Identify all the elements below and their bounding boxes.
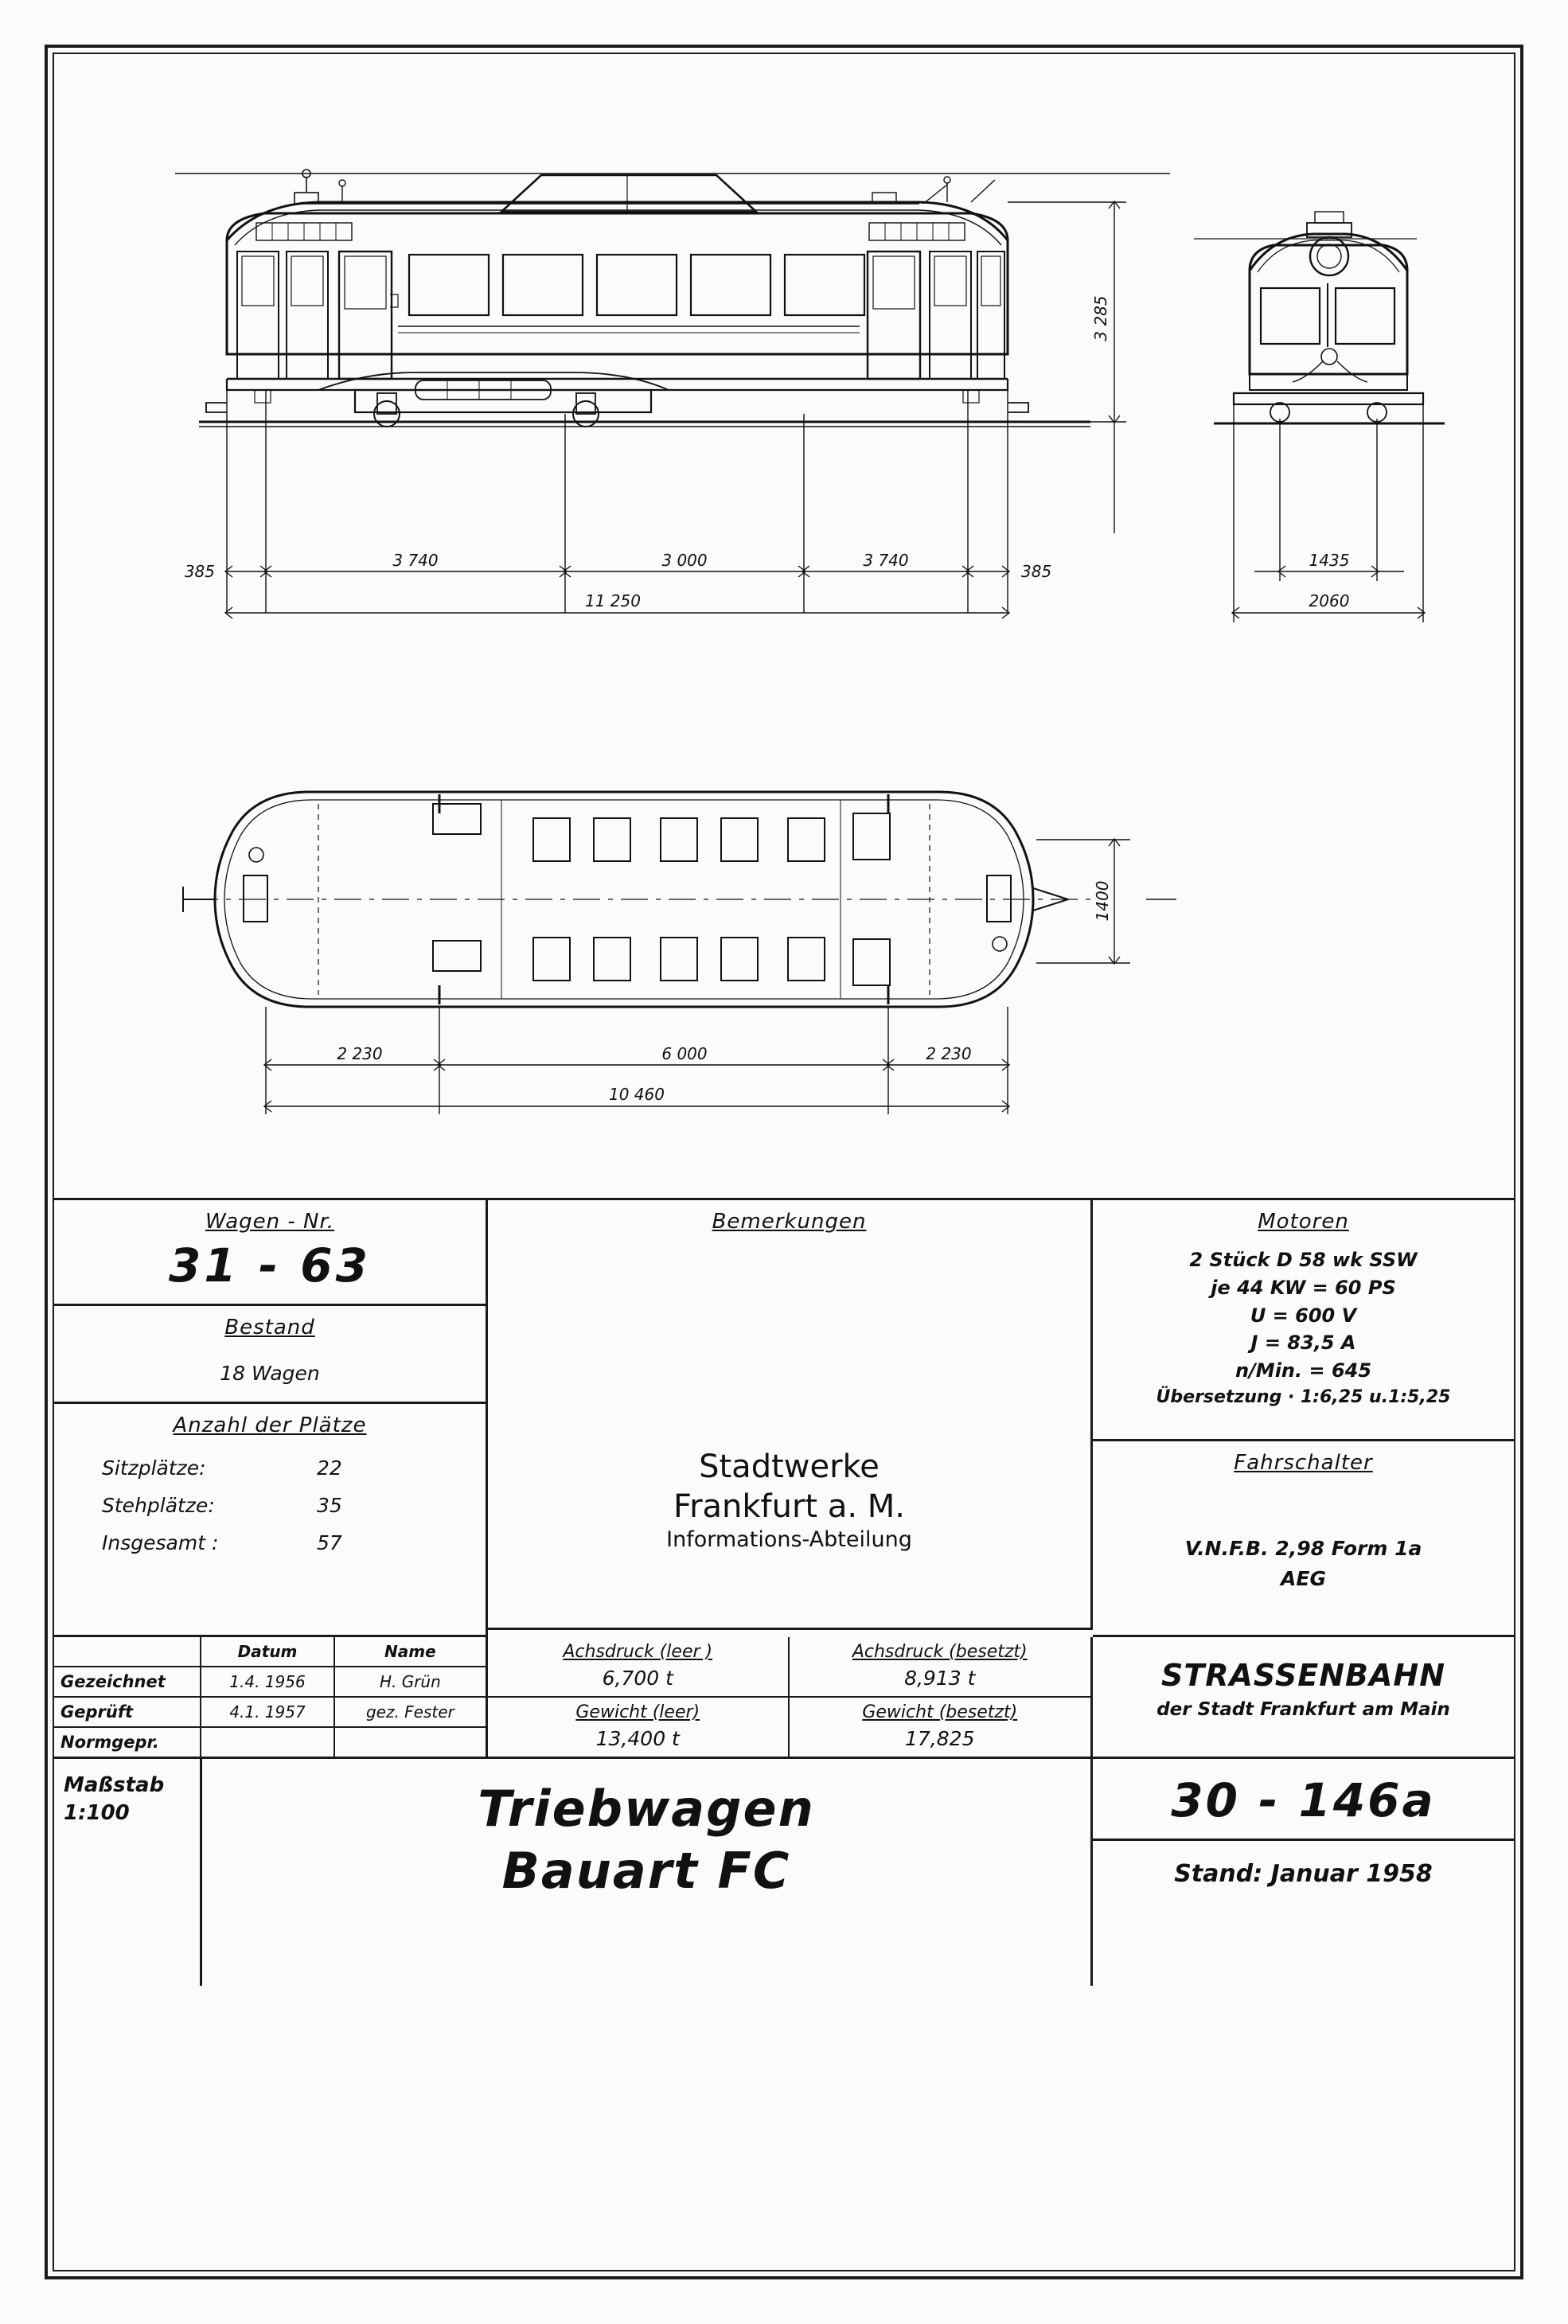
bestand-header: Bestand	[224, 1316, 315, 1339]
signoff-name-normgepr	[335, 1728, 486, 1757]
svg-text:385: 385	[184, 562, 215, 581]
insgesamt-value: 57	[317, 1531, 342, 1554]
list-item	[54, 1494, 486, 1517]
scale-label: Maßstab	[64, 1773, 165, 1797]
signoff-name-gezeichnet: H. Grün	[379, 1672, 441, 1691]
signoff-col-datum: Datum	[201, 1637, 334, 1666]
motoren-line-3: U = 600 V	[1250, 1304, 1357, 1327]
table-row	[488, 1637, 1090, 1698]
stadtwerke-line3: Informations-Abteilung	[666, 1527, 912, 1552]
list-item	[54, 1531, 486, 1554]
gewicht-besetzt-value: 17,825	[905, 1727, 975, 1750]
stehplaetze-value: 35	[317, 1494, 342, 1517]
company-subtitle: der Stadt Frankfurt am Main	[1156, 1699, 1450, 1720]
svg-text:3 285: 3 285	[1091, 295, 1110, 341]
fahrschalter-specs	[1093, 1534, 1514, 1593]
wagen-nr-header: Wagen - Nr.	[205, 1210, 335, 1234]
company-block	[1093, 1637, 1514, 1757]
motoren-header: Motoren	[1258, 1210, 1349, 1234]
sitzplaetze-value: 22	[317, 1456, 342, 1480]
places-section	[54, 1404, 486, 1635]
revision-state: Stand: Januar 1958	[1174, 1860, 1433, 1888]
motoren-line-4: J = 83,5 A	[1250, 1332, 1356, 1355]
fahrschalter-header: Fahrschalter	[1234, 1451, 1373, 1475]
bemerkungen-column	[488, 1200, 1093, 1630]
bestand-value: 18 Wagen	[220, 1362, 320, 1385]
motoren-line-6: Übersetzung · 1:6,25 u.1:5,25	[1156, 1386, 1451, 1407]
bestand-section	[54, 1306, 486, 1404]
drawing-number: 30 - 146a	[1093, 1759, 1514, 1841]
achsdruck-besetzt-caption: Achsdruck (besetzt)	[852, 1642, 1028, 1662]
wagen-nr-section	[54, 1200, 486, 1306]
stehplaetze-label: Stehplätze:	[102, 1494, 215, 1517]
technical-drawing-area	[56, 56, 1512, 1194]
motoren-line-5: n/Min. = 645	[1235, 1359, 1372, 1382]
drawing-title-line: Triebwagen Bauart FC	[478, 1780, 815, 1900]
svg-text:6 000: 6 000	[661, 1044, 708, 1063]
insgesamt-label: Insgesamt :	[102, 1531, 219, 1554]
signoff-row	[54, 1637, 1514, 1759]
bottom-title-row	[54, 1759, 1514, 1986]
svg-text:2 230: 2 230	[337, 1044, 383, 1063]
svg-text:385: 385	[1021, 562, 1052, 581]
company-name: STRASSENBAHN	[1160, 1658, 1446, 1693]
motoren-section	[1093, 1200, 1514, 1441]
wagen-nr-value: 31 - 63	[169, 1238, 371, 1293]
motoren-line-1: 2 Stück D 58 wk SSW	[1189, 1249, 1418, 1271]
svg-text:3 000: 3 000	[661, 551, 708, 570]
achsdruck-besetzt-value: 8,913 t	[904, 1667, 976, 1690]
gewicht-leer-value: 13,400 t	[595, 1727, 680, 1750]
svg-text:3 740: 3 740	[392, 551, 439, 570]
page-title	[202, 1759, 1093, 1986]
signoff-header-row	[54, 1637, 486, 1667]
stadtwerke-stamp	[488, 1447, 1090, 1554]
achsdruck-besetzt-cell	[790, 1637, 1091, 1696]
fahrschalter-section	[1093, 1441, 1514, 1632]
gewicht-besetzt-caption: Gewicht (besetzt)	[862, 1702, 1018, 1722]
title-block-upper	[54, 1200, 1514, 1637]
places-header: Anzahl der Plätze	[173, 1414, 367, 1437]
left-column	[54, 1200, 488, 1637]
signoff-grid	[54, 1637, 488, 1757]
gewicht-leer-cell	[488, 1698, 790, 1757]
svg-text:2 230: 2 230	[926, 1044, 972, 1063]
motoren-specs	[1093, 1234, 1514, 1410]
signoff-name-geprueft: gez. Fester	[365, 1702, 454, 1722]
svg-text:1435: 1435	[1309, 551, 1350, 570]
fahrschalter-line2: AEG	[1281, 1566, 1326, 1590]
achsdruck-leer-value: 6,700 t	[602, 1667, 673, 1690]
sitzplaetze-label: Sitzplätze:	[102, 1456, 206, 1480]
signoff-col-name: Name	[384, 1642, 436, 1661]
list-item	[54, 1456, 486, 1480]
gewicht-besetzt-cell	[790, 1698, 1091, 1757]
table-row	[488, 1698, 1090, 1757]
signoff-label-gezeichnet: Gezeichnet	[54, 1667, 201, 1696]
bemerkungen-header: Bemerkungen	[712, 1210, 867, 1234]
signoff-date-geprueft: 4.1. 1957	[201, 1698, 334, 1726]
signoff-label-normgepr: Normgepr.	[54, 1728, 201, 1757]
signoff-label-geprueft: Geprüft	[54, 1698, 201, 1726]
svg-text:11 250: 11 250	[585, 591, 641, 610]
title-block	[54, 1198, 1514, 2217]
drawing-number-block	[1093, 1759, 1514, 1986]
table-row	[54, 1698, 486, 1728]
svg-text:3 740: 3 740	[863, 551, 909, 570]
achsdruck-leer-caption: Achsdruck (leer )	[563, 1642, 713, 1662]
loads-grid	[488, 1637, 1093, 1757]
motoren-line-2: je 44 KW = 60 PS	[1211, 1276, 1396, 1299]
scale-block	[54, 1759, 202, 1986]
stadtwerke-line2: Frankfurt a. M.	[673, 1488, 905, 1525]
signoff-date-normgepr	[201, 1728, 334, 1757]
svg-text:1400: 1400	[1093, 880, 1112, 922]
svg-text:2060: 2060	[1309, 591, 1350, 610]
scale-value: 1:100	[64, 1801, 130, 1826]
fahrschalter-line1: V.N.F.B. 2,98 Form 1a	[1184, 1537, 1422, 1560]
table-row	[54, 1728, 486, 1757]
right-column	[1093, 1200, 1514, 1637]
achsdruck-leer-cell	[488, 1637, 790, 1696]
gewicht-leer-caption: Gewicht (leer)	[575, 1702, 700, 1722]
signoff-date-gezeichnet: 1.4. 1956	[201, 1667, 334, 1696]
table-row	[54, 1667, 486, 1698]
places-list	[54, 1437, 486, 1554]
signoff-blank-corner	[54, 1637, 201, 1666]
svg-text:10 460: 10 460	[609, 1085, 665, 1104]
stadtwerke-line1: Stadtwerke	[699, 1449, 880, 1485]
